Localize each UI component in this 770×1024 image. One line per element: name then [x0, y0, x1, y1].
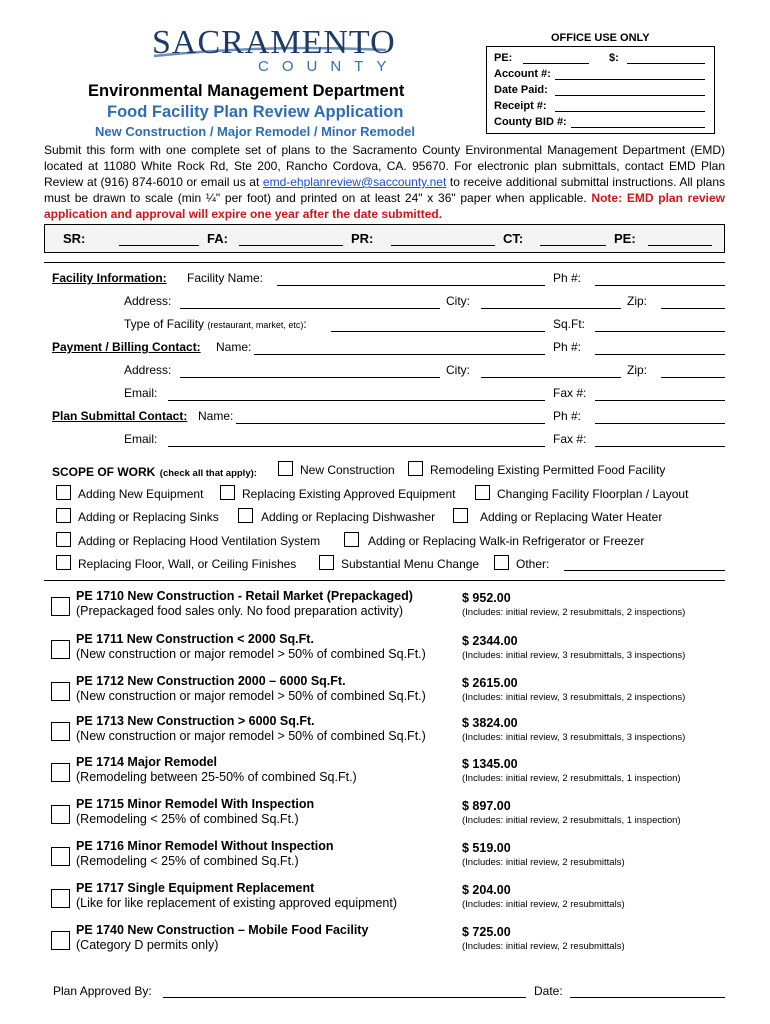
fee-row-1740 [0, 923, 770, 957]
plan-contact-ph-field[interactable] [595, 423, 725, 424]
fa-label: FA: [207, 231, 228, 246]
new-construction-checkbox[interactable] [278, 461, 293, 476]
plan-contact-name-label: Name: [198, 409, 234, 423]
plan-contact-email-label: Email: [124, 432, 158, 446]
fee-price: $ 204.00 [462, 883, 511, 897]
email-link[interactable]: emd-ehplanreview@saccounty.net [262, 175, 447, 189]
facility-sqft-field[interactable] [595, 331, 725, 332]
receipt-field[interactable] [555, 111, 705, 112]
changing-floorplan-checkbox[interactable] [475, 485, 490, 500]
fee-checkbox[interactable] [51, 722, 70, 741]
replacing-equipment-checkbox[interactable] [220, 485, 235, 500]
other-label: Other: [516, 557, 550, 571]
water-heater-label: Adding or Replacing Water Heater [480, 510, 663, 524]
fee-includes: (Includes: initial review, 2 resubmittals) [462, 899, 625, 910]
scope-hint: (check all that apply): [159, 468, 257, 479]
fee-price: $ 519.00 [462, 841, 511, 855]
menu-label: Substantial Menu Change [341, 557, 480, 571]
facility-type-label: Type of Facility (restaurant, market, etc): [124, 317, 307, 331]
changing-floorplan-label: Changing Facility Floorplan / Layout [497, 487, 689, 501]
fee-title: PE 1713 New Construction > 6000 Sq.Ft. [76, 714, 315, 728]
facility-sqft-label: Sq.Ft: [553, 317, 586, 331]
fee-title: PE 1714 Major Remodel [76, 755, 218, 769]
approval-date-label: Date: [534, 984, 563, 998]
intro-text-1: Submit this form with one complete set of plans to the Sacramento County Environmental Management Department (EMD) located at 11080 White Rock Rd, Ste 200, Rancho Cordova, CA. 95670. For electronic plan submittals, contact EMD Plan Review at (916) 874-6010 or email us at [44, 143, 725, 189]
fee-price: $ 952.00 [462, 591, 511, 605]
walkin-label: Adding or Replacing Walk-in Refrigerator or Freezer [368, 534, 645, 548]
section-divider [44, 262, 725, 263]
fee-price: $ 2344.00 [462, 634, 518, 648]
plan-contact-fax-field[interactable] [595, 446, 725, 447]
fee-title: PE 1740 New Construction – Mobile Food Facility [76, 923, 369, 937]
fee-description: (New construction or major remodel > 50% of combined Sq.Ft.) [76, 647, 426, 661]
fee-row-1717 [0, 881, 770, 915]
water-heater-checkbox[interactable] [453, 508, 468, 523]
pe-label: PE: [494, 52, 513, 64]
facility-city-field[interactable] [481, 308, 621, 309]
fee-checkbox[interactable] [51, 889, 70, 908]
fee-price: $ 897.00 [462, 799, 511, 813]
fee-description: (New construction or major remodel > 50% of combined Sq.Ft.) [76, 689, 426, 703]
fa-field[interactable] [239, 245, 343, 246]
billing-fax-label: Fax #: [553, 386, 587, 400]
sr-field[interactable] [119, 245, 199, 246]
replacing-equipment-label: Replacing Existing Approved Equipment [242, 487, 456, 501]
menu-checkbox[interactable] [319, 555, 334, 570]
hood-label: Adding or Replacing Hood Ventilation System [78, 534, 321, 548]
dollar-field[interactable] [627, 63, 705, 64]
facility-type-field[interactable] [331, 331, 545, 332]
adding-equipment-checkbox[interactable] [56, 485, 71, 500]
fee-title: PE 1715 Minor Remodel With Inspection [76, 797, 315, 811]
county-bid-label: County BID #: [494, 116, 567, 128]
new-construction-label: New Construction [300, 463, 395, 477]
fee-title: PE 1712 New Construction 2000 – 6000 Sq.Ft. [76, 674, 346, 688]
billing-address-field[interactable] [180, 377, 440, 378]
adding-equipment-label: Adding New Equipment [78, 487, 204, 501]
county-bid-field[interactable] [571, 127, 705, 128]
fee-includes: (Includes: initial review, 3 resubmittals, 2 inspections) [462, 692, 686, 703]
intro-note: Note: EMD plan review application and approval will expire one year after the date submitted. [44, 191, 726, 221]
fee-description: (Remodeling < 25% of combined Sq.Ft.) [76, 812, 299, 826]
fee-checkbox[interactable] [51, 682, 70, 701]
fee-description: (Remodeling < 25% of combined Sq.Ft.) [76, 854, 299, 868]
other-checkbox[interactable] [494, 555, 509, 570]
fee-price: $ 1345.00 [462, 757, 518, 771]
account-label: Account #: [494, 68, 551, 80]
fee-includes: (Includes: initial review, 2 resubmittals) [462, 857, 625, 868]
fee-description: (Like for like replacement of existing approved equipment) [76, 896, 398, 910]
scope-title-text: SCOPE OF WORK [52, 465, 156, 479]
plan-contact-section-label: Plan Submittal Contact: [52, 409, 188, 423]
facility-type-text: Type of Facility [124, 317, 205, 331]
facility-zip-label: Zip: [627, 294, 648, 308]
county-logo [150, 22, 400, 82]
pr-field[interactable] [391, 245, 495, 246]
date-paid-label: Date Paid: [494, 84, 548, 96]
facility-ph-label: Ph #: [553, 271, 582, 285]
approved-by-field[interactable] [163, 997, 526, 998]
plan-contact-name-field[interactable] [236, 423, 545, 424]
dishwasher-checkbox[interactable] [238, 508, 253, 523]
billing-address-label: Address: [124, 363, 172, 377]
receipt-label: Receipt #: [494, 100, 547, 112]
billing-email-field[interactable] [168, 400, 545, 401]
logo-top-text: SACRAMENTO [152, 24, 396, 61]
fee-price: $ 2615.00 [462, 676, 518, 690]
fee-price: $ 725.00 [462, 925, 511, 939]
facility-section-label: Facility Information: [52, 271, 167, 285]
facility-type-hint: (restaurant, market, etc) [207, 320, 304, 330]
fee-description: (Prepackaged food sales only. No food preparation activity) [76, 604, 404, 618]
facility-name-field[interactable] [277, 285, 545, 286]
pr-label: PR: [351, 231, 374, 246]
fee-divider [44, 580, 725, 581]
fee-row-1710 [0, 589, 770, 623]
fee-row-1716 [0, 839, 770, 873]
fee-row-1714 [0, 755, 770, 789]
fee-row-1713 [0, 714, 770, 748]
dollar-label: $: [609, 52, 619, 64]
floor-label: Replacing Floor, Wall, or Ceiling Finishes [78, 557, 297, 571]
fee-checkbox[interactable] [51, 847, 70, 866]
billing-name-field[interactable] [254, 354, 545, 355]
date-paid-field[interactable] [555, 95, 705, 96]
office-use-title: OFFICE USE ONLY [551, 32, 650, 44]
sr-label: SR: [63, 231, 86, 246]
fee-description: (New construction or major remodel > 50% of combined Sq.Ft.) [76, 729, 426, 743]
form-title: Food Facility Plan Review Application [107, 103, 404, 121]
scope-title [52, 463, 257, 481]
facility-zip-field[interactable] [661, 308, 725, 309]
ct-field[interactable] [540, 245, 606, 246]
dishwasher-label: Adding or Replacing Dishwasher [261, 510, 436, 524]
pe-code-label: PE: [614, 231, 636, 246]
pe-field[interactable] [523, 63, 589, 64]
billing-zip-label: Zip: [627, 363, 648, 377]
sinks-label: Adding or Replacing Sinks [78, 510, 219, 524]
remodel-existing-checkbox[interactable] [408, 461, 423, 476]
intro-paragraph [44, 142, 725, 222]
fee-includes: (Includes: initial review, 2 resubmittals, 1 inspection) [462, 773, 681, 784]
facility-address-label: Address: [124, 294, 172, 308]
fee-checkbox[interactable] [51, 931, 70, 950]
fee-row-1712 [0, 674, 770, 708]
billing-fax-field[interactable] [595, 400, 725, 401]
fee-row-1715 [0, 797, 770, 831]
facility-name-label: Facility Name: [187, 271, 264, 285]
fee-includes: (Includes: initial review, 2 resubmittals, 1 inspection) [462, 815, 681, 826]
fee-includes: (Includes: initial review, 2 resubmittals) [462, 941, 625, 952]
pe-code-field[interactable] [648, 245, 712, 246]
plan-contact-email-field[interactable] [168, 446, 545, 447]
office-use-box [486, 46, 715, 134]
fee-row-1711 [0, 632, 770, 666]
department-name: Environmental Management Department [88, 82, 405, 100]
fee-checkbox[interactable] [51, 597, 70, 616]
fee-includes: (Includes: initial review, 2 resubmittals, 2 inspections) [462, 607, 686, 618]
billing-ph-field[interactable] [595, 354, 725, 355]
walkin-checkbox[interactable] [344, 532, 359, 547]
fee-checkbox[interactable] [51, 805, 70, 824]
form-subtitle: New Construction / Major Remodel / Minor Remodel [95, 124, 415, 139]
remodel-existing-label: Remodeling Existing Permitted Food Facility [430, 463, 666, 477]
fee-description: (Remodeling between 25-50% of combined Sq.Ft.) [76, 770, 357, 784]
billing-ph-label: Ph #: [553, 340, 582, 354]
billing-city-field[interactable] [481, 377, 621, 378]
billing-city-label: City: [446, 363, 470, 377]
fee-title: PE 1717 Single Equipment Replacement [76, 881, 315, 895]
facility-ph-field[interactable] [595, 285, 725, 286]
fee-title: PE 1711 New Construction < 2000 Sq.Ft. [76, 632, 314, 646]
account-field[interactable] [555, 79, 705, 80]
approval-date-field[interactable] [570, 997, 725, 998]
fee-title: PE 1710 New Construction - Retail Market (Prepackaged) [76, 589, 413, 603]
fee-includes: (Includes: initial review, 3 resubmittals, 3 inspections) [462, 650, 686, 661]
ct-label: CT: [503, 231, 524, 246]
codes-box [44, 224, 725, 253]
facility-address-field[interactable] [180, 308, 440, 309]
fee-title: PE 1716 Minor Remodel Without Inspection [76, 839, 334, 853]
billing-section-label: Payment / Billing Contact: [52, 340, 201, 354]
billing-zip-field[interactable] [661, 377, 725, 378]
intro-text-2: to receive additional submittal instructions. All plans must be drawn to scale (min ¼" per foot) and printed on at least 24" x 36" paper when applicable. [44, 175, 725, 205]
approved-by-label: Plan Approved By: [53, 984, 152, 998]
fee-checkbox[interactable] [51, 763, 70, 782]
fee-price: $ 3824.00 [462, 716, 518, 730]
sinks-checkbox[interactable] [56, 508, 71, 523]
plan-contact-ph-label: Ph #: [553, 409, 582, 423]
fee-checkbox[interactable] [51, 640, 70, 659]
billing-email-label: Email: [124, 386, 158, 400]
hood-checkbox[interactable] [56, 532, 71, 547]
other-field[interactable] [564, 570, 725, 571]
fee-description: (Category D permits only) [76, 938, 219, 952]
floor-checkbox[interactable] [56, 555, 71, 570]
plan-contact-fax-label: Fax #: [553, 432, 587, 446]
fee-includes: (Includes: initial review, 3 resubmittals, 3 inspections) [462, 732, 686, 743]
facility-city-label: City: [446, 294, 470, 308]
billing-name-label: Name: [216, 340, 252, 354]
logo-bottom-text: COUNTY [258, 58, 400, 75]
